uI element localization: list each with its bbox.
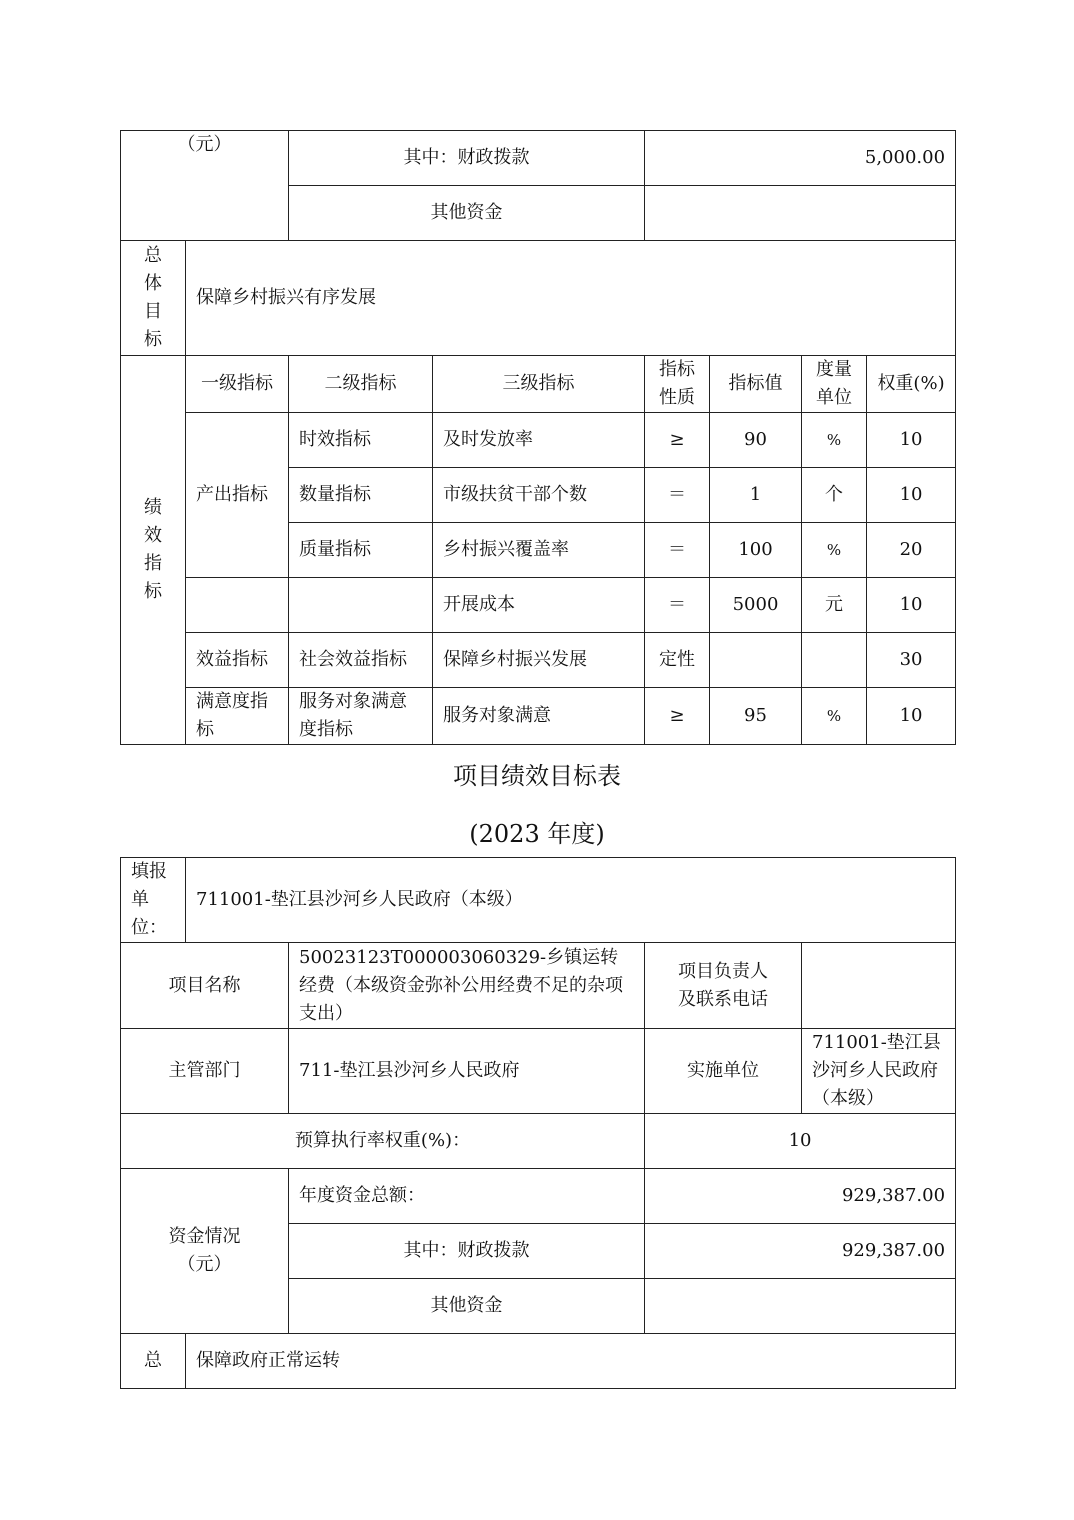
level2-cell: 质量指标 [289,523,433,578]
page-title: 项目绩效目标表 [453,762,621,790]
value-cell: 100 [710,523,802,578]
level3-cell: 市级扶贫干部个数 [433,468,645,523]
unit-cell: % [802,413,867,468]
performance-table-continued [120,130,956,745]
total-funds-label: 年度资金总额： [289,1169,645,1224]
value-cell: 90 [710,413,802,468]
header-weight: 权重(%) [867,356,956,413]
output-indicator-label: 产出指标 [186,413,289,578]
value-cell: 95 [710,688,802,745]
project-name-value: 50023123T000003060329-乡镇运转经费（本级资金弥补公用经费不足的杂项支出） [289,943,645,1029]
level3-cell: 及时发放率 [433,413,645,468]
value-cell: 1 [710,468,802,523]
weight-cell: 30 [867,633,956,688]
budget-rate-label: 预算执行率权重(%)： [121,1114,645,1169]
dept-value: 711-垫江县沙河乡人民政府 [289,1029,645,1114]
nature-cell: ＝ [645,578,710,633]
nature-cell: ＝ [645,523,710,578]
value-cell [710,633,802,688]
level2-cell [289,578,433,633]
header-level1: 一级指标 [186,356,289,413]
weight-cell: 20 [867,523,956,578]
funds-label-cell [121,1169,289,1334]
level2-cell: 社会效益指标 [289,633,433,688]
level2-cell: 服务对象满意度指标 [289,688,433,745]
level1-cell [186,578,289,633]
dept-label: 主管部门 [121,1029,289,1114]
impl-unit-value: 711001-垫江县沙河乡人民政府（本级） [802,1029,956,1114]
page-subtitle: (2023 年度) [469,820,605,848]
level1-cell: 满意度指标 [186,688,289,745]
total-funds-value: 929,387.00 [645,1169,956,1224]
unit-cell: % [802,688,867,745]
weight-cell: 10 [867,578,956,633]
performance-indicators-label: 绩效指标 [121,356,186,745]
header-level2: 二级指标 [289,356,433,413]
funds-label: 资金情况 [168,1226,241,1247]
funds-unit: （元） [177,134,232,155]
weight-cell: 10 [867,468,956,523]
level3-cell: 保障乡村振兴发展 [433,633,645,688]
unit-cell [802,633,867,688]
unit-cell: % [802,523,867,578]
level3-cell: 乡村振兴覆盖率 [433,523,645,578]
fiscal-label: 其中：财政拨款 [289,1224,645,1279]
overall-goal-label: 总 [121,1334,186,1389]
other-funds-label: 其他资金 [289,1279,645,1334]
unit-cell: 个 [802,468,867,523]
table-row [121,633,956,688]
weight-cell: 10 [867,413,956,468]
contact-label: 项目负责人及联系电话 [645,943,802,1029]
nature-cell: 定性 [645,633,710,688]
table-row [121,413,956,468]
other-funds-label: 其他资金 [289,186,645,241]
level3-cell: 服务对象满意 [433,688,645,745]
level2-cell: 数量指标 [289,468,433,523]
header-unit: 度量单位 [802,356,867,413]
table-row [121,688,956,745]
nature-cell: ＝ [645,468,710,523]
reporting-unit-label: 填报单位： [121,858,186,943]
other-funds-value [645,1279,956,1334]
reporting-unit-value: 711001-垫江县沙河乡人民政府（本级） [186,858,956,943]
project-name-label: 项目名称 [121,943,289,1029]
funds-unit-cell [121,131,289,241]
level2-cell: 时效指标 [289,413,433,468]
level1-cell: 效益指标 [186,633,289,688]
performance-table [120,857,956,1389]
level3-cell: 开展成本 [433,578,645,633]
fiscal-value: 5,000.00 [645,131,956,186]
fiscal-label: 其中：财政拨款 [289,131,645,186]
funds-unit: （元） [177,1254,232,1275]
overall-goal-text: 保障乡村振兴有序发展 [186,241,956,356]
table-row [121,578,956,633]
nature-cell: ≥ [645,413,710,468]
budget-rate-value: 10 [645,1114,956,1169]
overall-goal-text: 保障政府正常运转 [186,1334,956,1389]
fiscal-value: 929,387.00 [645,1224,956,1279]
other-funds-value [645,186,956,241]
weight-cell: 10 [867,688,956,745]
nature-cell: ≥ [645,688,710,745]
impl-unit-label: 实施单位 [645,1029,802,1114]
contact-value [802,943,956,1029]
header-level3: 三级指标 [433,356,645,413]
header-nature: 指标性质 [645,356,710,413]
overall-goal-label: 总体目标 [121,241,186,356]
unit-cell: 元 [802,578,867,633]
header-value: 指标值 [710,356,802,413]
value-cell: 5000 [710,578,802,633]
